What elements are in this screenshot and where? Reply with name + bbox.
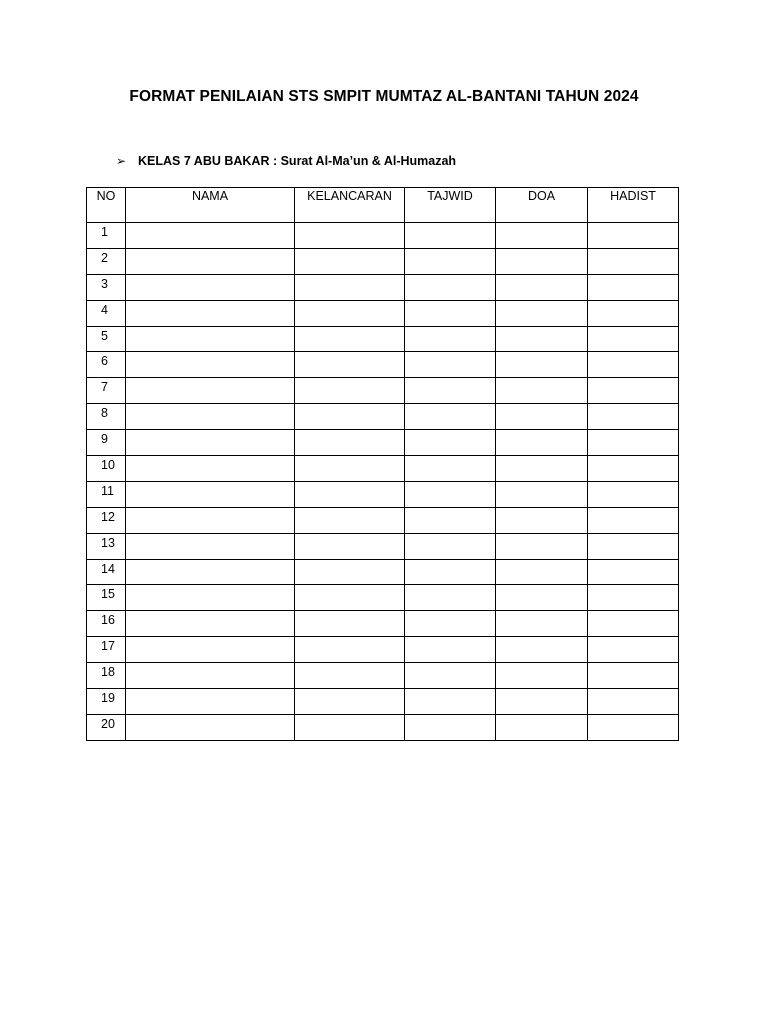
cell-nama bbox=[126, 714, 295, 740]
cell-nama bbox=[126, 223, 295, 249]
cell-tajwid bbox=[405, 352, 496, 378]
cell-doa bbox=[496, 637, 588, 663]
cell-hadist bbox=[588, 663, 679, 689]
cell-tajwid bbox=[405, 326, 496, 352]
cell-doa bbox=[496, 481, 588, 507]
cell-hadist bbox=[588, 223, 679, 249]
cell-kelancaran bbox=[295, 430, 405, 456]
cell-hadist bbox=[588, 248, 679, 274]
row-number: 14 bbox=[87, 559, 126, 585]
class-material: Surat Al-Ma’un & Al-Humazah bbox=[277, 154, 457, 168]
cell-nama bbox=[126, 481, 295, 507]
cell-hadist bbox=[588, 637, 679, 663]
table-row bbox=[87, 714, 679, 740]
cell-nama bbox=[126, 559, 295, 585]
table-row bbox=[87, 533, 679, 559]
cell-kelancaran bbox=[295, 689, 405, 715]
cell-hadist bbox=[588, 378, 679, 404]
cell-hadist bbox=[588, 507, 679, 533]
row-number: 8 bbox=[87, 404, 126, 430]
cell-tajwid bbox=[405, 223, 496, 249]
table-row bbox=[87, 274, 679, 300]
cell-kelancaran bbox=[295, 714, 405, 740]
row-number: 1 bbox=[87, 223, 126, 249]
cell-hadist bbox=[588, 481, 679, 507]
cell-nama bbox=[126, 507, 295, 533]
cell-doa bbox=[496, 300, 588, 326]
cell-hadist bbox=[588, 352, 679, 378]
header-kelancaran: KELANCARAN bbox=[295, 188, 405, 223]
table-row bbox=[87, 611, 679, 637]
table-row bbox=[87, 663, 679, 689]
cell-kelancaran bbox=[295, 481, 405, 507]
cell-hadist bbox=[588, 456, 679, 482]
table-row bbox=[87, 689, 679, 715]
table-row bbox=[87, 481, 679, 507]
row-number: 16 bbox=[87, 611, 126, 637]
row-number: 18 bbox=[87, 663, 126, 689]
cell-nama bbox=[126, 248, 295, 274]
cell-kelancaran bbox=[295, 456, 405, 482]
cell-nama bbox=[126, 430, 295, 456]
cell-nama bbox=[126, 378, 295, 404]
cell-tajwid bbox=[405, 481, 496, 507]
header-doa: DOA bbox=[496, 188, 588, 223]
row-number: 19 bbox=[87, 689, 126, 715]
row-number: 6 bbox=[87, 352, 126, 378]
row-number: 15 bbox=[87, 585, 126, 611]
cell-tajwid bbox=[405, 689, 496, 715]
cell-nama bbox=[126, 689, 295, 715]
table-row bbox=[87, 223, 679, 249]
table-row bbox=[87, 300, 679, 326]
header-nama: NAMA bbox=[126, 188, 295, 223]
page-title: FORMAT PENILAIAN STS SMPIT MUMTAZ AL-BANTANI TAHUN 2024 bbox=[129, 88, 639, 105]
row-number: 17 bbox=[87, 637, 126, 663]
cell-hadist bbox=[588, 533, 679, 559]
table-row bbox=[87, 456, 679, 482]
cell-tajwid bbox=[405, 611, 496, 637]
cell-tajwid bbox=[405, 585, 496, 611]
table-row bbox=[87, 637, 679, 663]
cell-kelancaran bbox=[295, 585, 405, 611]
cell-tajwid bbox=[405, 404, 496, 430]
cell-doa bbox=[496, 533, 588, 559]
cell-doa bbox=[496, 352, 588, 378]
cell-hadist bbox=[588, 714, 679, 740]
cell-hadist bbox=[588, 274, 679, 300]
cell-kelancaran bbox=[295, 404, 405, 430]
cell-doa bbox=[496, 223, 588, 249]
cell-kelancaran bbox=[295, 533, 405, 559]
cell-kelancaran bbox=[295, 300, 405, 326]
table-row bbox=[87, 507, 679, 533]
row-number: 12 bbox=[87, 507, 126, 533]
cell-kelancaran bbox=[295, 352, 405, 378]
table-body bbox=[87, 223, 679, 741]
table-row bbox=[87, 248, 679, 274]
table-header-row bbox=[87, 188, 679, 223]
cell-doa bbox=[496, 378, 588, 404]
cell-nama bbox=[126, 663, 295, 689]
table-row bbox=[87, 378, 679, 404]
header-no: NO bbox=[87, 188, 126, 223]
row-number: 3 bbox=[87, 274, 126, 300]
row-number: 4 bbox=[87, 300, 126, 326]
cell-doa bbox=[496, 456, 588, 482]
cell-doa bbox=[496, 430, 588, 456]
cell-nama bbox=[126, 404, 295, 430]
table-row bbox=[87, 404, 679, 430]
cell-nama bbox=[126, 300, 295, 326]
table-row bbox=[87, 430, 679, 456]
cell-nama bbox=[126, 637, 295, 663]
cell-nama bbox=[126, 585, 295, 611]
cell-nama bbox=[126, 611, 295, 637]
cell-doa bbox=[496, 326, 588, 352]
cell-tajwid bbox=[405, 430, 496, 456]
cell-kelancaran bbox=[295, 611, 405, 637]
cell-nama bbox=[126, 352, 295, 378]
cell-doa bbox=[496, 274, 588, 300]
cell-kelancaran bbox=[295, 223, 405, 249]
cell-kelancaran bbox=[295, 378, 405, 404]
class-label: KELAS 7 ABU BAKAR : bbox=[138, 154, 278, 168]
table-row bbox=[87, 352, 679, 378]
cell-kelancaran bbox=[295, 507, 405, 533]
cell-tajwid bbox=[405, 300, 496, 326]
cell-kelancaran bbox=[295, 559, 405, 585]
cell-hadist bbox=[588, 689, 679, 715]
cell-doa bbox=[496, 248, 588, 274]
cell-kelancaran bbox=[295, 663, 405, 689]
row-number: 7 bbox=[87, 378, 126, 404]
cell-doa bbox=[496, 404, 588, 430]
arrow-bullet-icon: ➢ bbox=[116, 154, 127, 168]
table-row bbox=[87, 559, 679, 585]
cell-nama bbox=[126, 533, 295, 559]
cell-tajwid bbox=[405, 559, 496, 585]
cell-kelancaran bbox=[295, 274, 405, 300]
cell-nama bbox=[126, 456, 295, 482]
cell-doa bbox=[496, 585, 588, 611]
cell-kelancaran bbox=[295, 248, 405, 274]
cell-hadist bbox=[588, 611, 679, 637]
cell-doa bbox=[496, 714, 588, 740]
cell-tajwid bbox=[405, 274, 496, 300]
cell-doa bbox=[496, 611, 588, 637]
row-number: 13 bbox=[87, 533, 126, 559]
row-number: 20 bbox=[87, 714, 126, 740]
header-hadist: HADIST bbox=[588, 188, 679, 223]
cell-kelancaran bbox=[295, 326, 405, 352]
header-tajwid: TAJWID bbox=[405, 188, 496, 223]
cell-nama bbox=[126, 326, 295, 352]
row-number: 5 bbox=[87, 326, 126, 352]
cell-tajwid bbox=[405, 378, 496, 404]
cell-tajwid bbox=[405, 533, 496, 559]
cell-hadist bbox=[588, 404, 679, 430]
cell-hadist bbox=[588, 300, 679, 326]
cell-hadist bbox=[588, 326, 679, 352]
cell-tajwid bbox=[405, 714, 496, 740]
grading-table bbox=[86, 187, 679, 741]
cell-tajwid bbox=[405, 456, 496, 482]
cell-doa bbox=[496, 559, 588, 585]
table-row bbox=[87, 585, 679, 611]
cell-kelancaran bbox=[295, 637, 405, 663]
row-number: 11 bbox=[87, 481, 126, 507]
cell-tajwid bbox=[405, 507, 496, 533]
cell-doa bbox=[496, 507, 588, 533]
cell-tajwid bbox=[405, 663, 496, 689]
cell-hadist bbox=[588, 559, 679, 585]
cell-doa bbox=[496, 689, 588, 715]
table-row bbox=[87, 326, 679, 352]
class-heading bbox=[116, 154, 456, 168]
cell-doa bbox=[496, 663, 588, 689]
row-number: 9 bbox=[87, 430, 126, 456]
cell-hadist bbox=[588, 430, 679, 456]
row-number: 2 bbox=[87, 248, 126, 274]
cell-tajwid bbox=[405, 248, 496, 274]
cell-hadist bbox=[588, 585, 679, 611]
row-number: 10 bbox=[87, 456, 126, 482]
cell-nama bbox=[126, 274, 295, 300]
cell-tajwid bbox=[405, 637, 496, 663]
